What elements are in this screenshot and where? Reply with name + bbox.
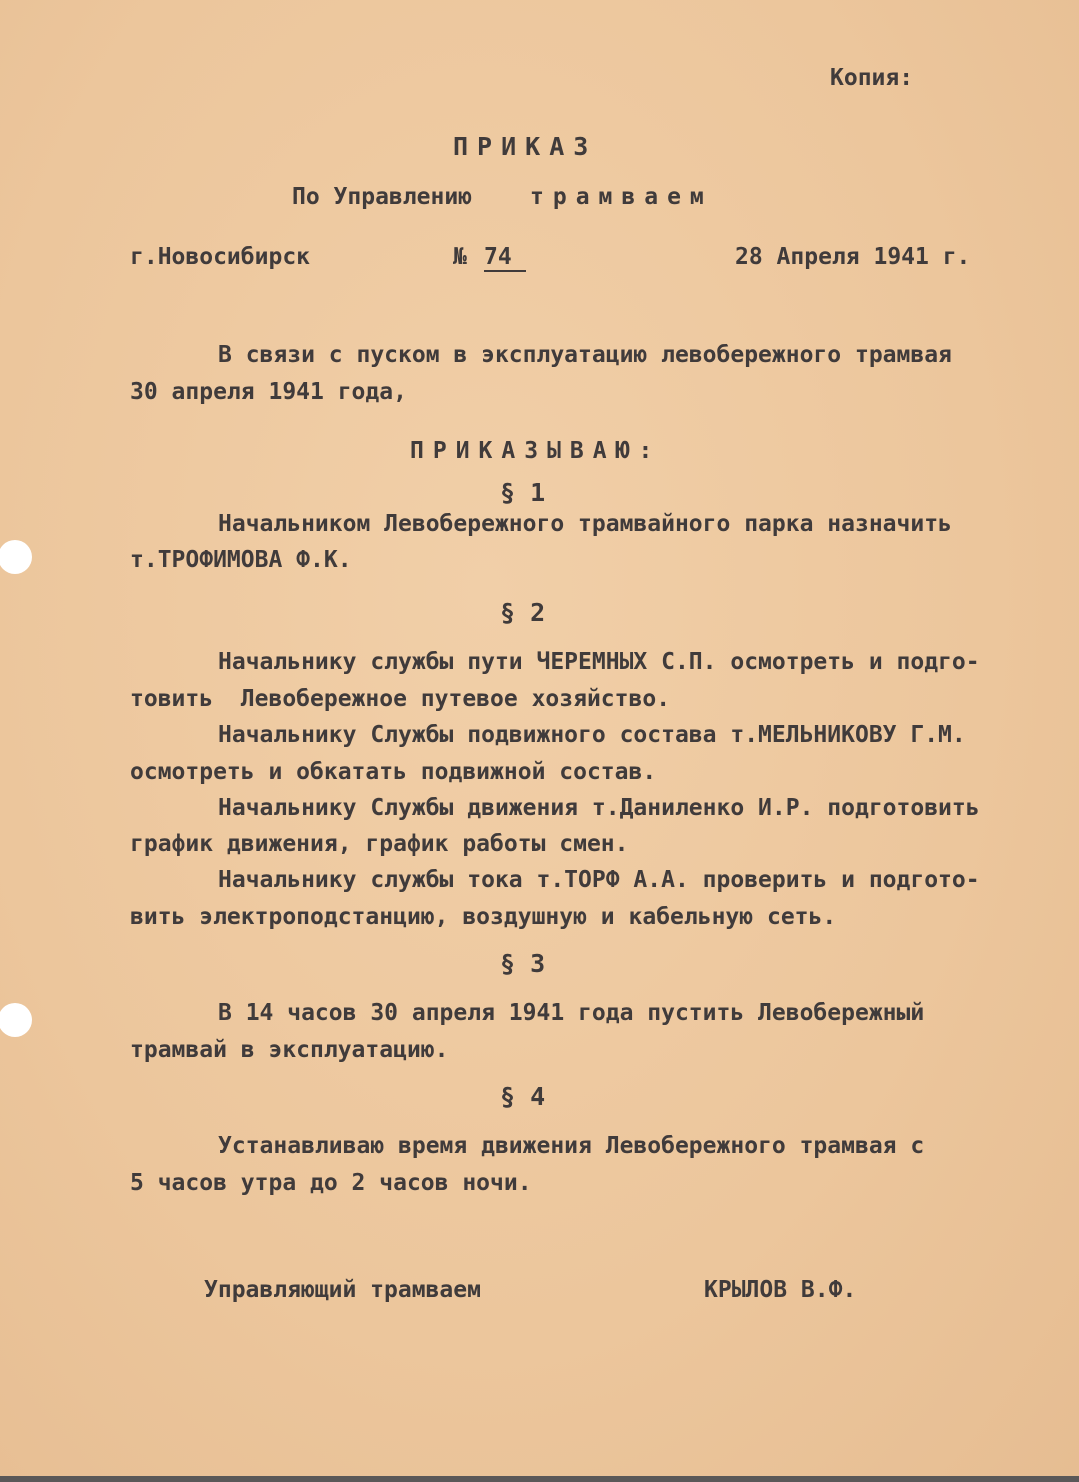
subtitle-word: трамваем: [530, 184, 713, 210]
section-4-line: Устанавливаю время движения Левобережного трамвая с: [218, 1133, 925, 1159]
section-3-mark: § 3: [500, 949, 546, 978]
section-1-line: Начальником Левобережного трамвайного парка назначить: [218, 511, 952, 537]
preamble-line-1: В связи с пуском в эксплуатацию левобережного трамвая: [218, 342, 952, 368]
city: г.Новосибирск: [130, 244, 311, 270]
number-sign: №: [453, 244, 467, 270]
section-4-mark: § 4: [500, 1082, 546, 1111]
copy-mark: Копия:: [830, 65, 914, 91]
section-3-line: В 14 часов 30 апреля 1941 года пустить Левобережный: [218, 1000, 925, 1026]
order-word: ПРИКАЗЫВАЮ:: [410, 438, 662, 464]
signature-position: Управляющий трамваем: [204, 1277, 481, 1303]
section-1-mark: § 1: [500, 478, 546, 507]
scan-edge: [0, 1476, 1079, 1482]
order-title: ПРИКАЗ: [453, 132, 598, 161]
order-number: 74: [484, 244, 526, 272]
punch-hole: [0, 540, 32, 574]
section-2-line: Начальнику Службы движения т.Даниленко И.Р. подготовить: [218, 795, 980, 821]
punch-hole: [0, 1003, 32, 1037]
section-2-line: осмотреть и обкатать подвижной состав.: [130, 759, 657, 785]
section-2-line: Начальнику службы тока т.ТОРФ А.А. проверить и подгото-: [218, 867, 980, 893]
section-2-line: Начальнику Службы подвижного состава т.МЕЛЬНИКОВУ Г.М.: [218, 722, 966, 748]
section-2-line: вить электроподстанцию, воздушную и кабельную сеть.: [130, 904, 837, 930]
section-2-line: товить Левобережное путевое хозяйство.: [130, 686, 671, 712]
section-2-line: Начальнику службы пути ЧЕРЕМНЫХ С.П. осмотреть и подго-: [218, 649, 980, 675]
order-date: 28 Апреля 1941 г.: [735, 244, 971, 270]
signature-name: КРЫЛОВ В.Ф.: [704, 1277, 857, 1303]
section-2-line: график движения, график работы смен.: [130, 831, 629, 857]
section-3-line: трамвай в эксплуатацию.: [130, 1037, 449, 1063]
section-2-mark: § 2: [500, 598, 546, 627]
section-1-line: т.ТРОФИМОВА Ф.К.: [130, 547, 352, 573]
section-4-line: 5 часов утра до 2 часов ночи.: [130, 1170, 532, 1196]
preamble-line-2: 30 апреля 1941 года,: [130, 379, 407, 405]
subtitle-prefix: По Управлению: [292, 184, 473, 210]
